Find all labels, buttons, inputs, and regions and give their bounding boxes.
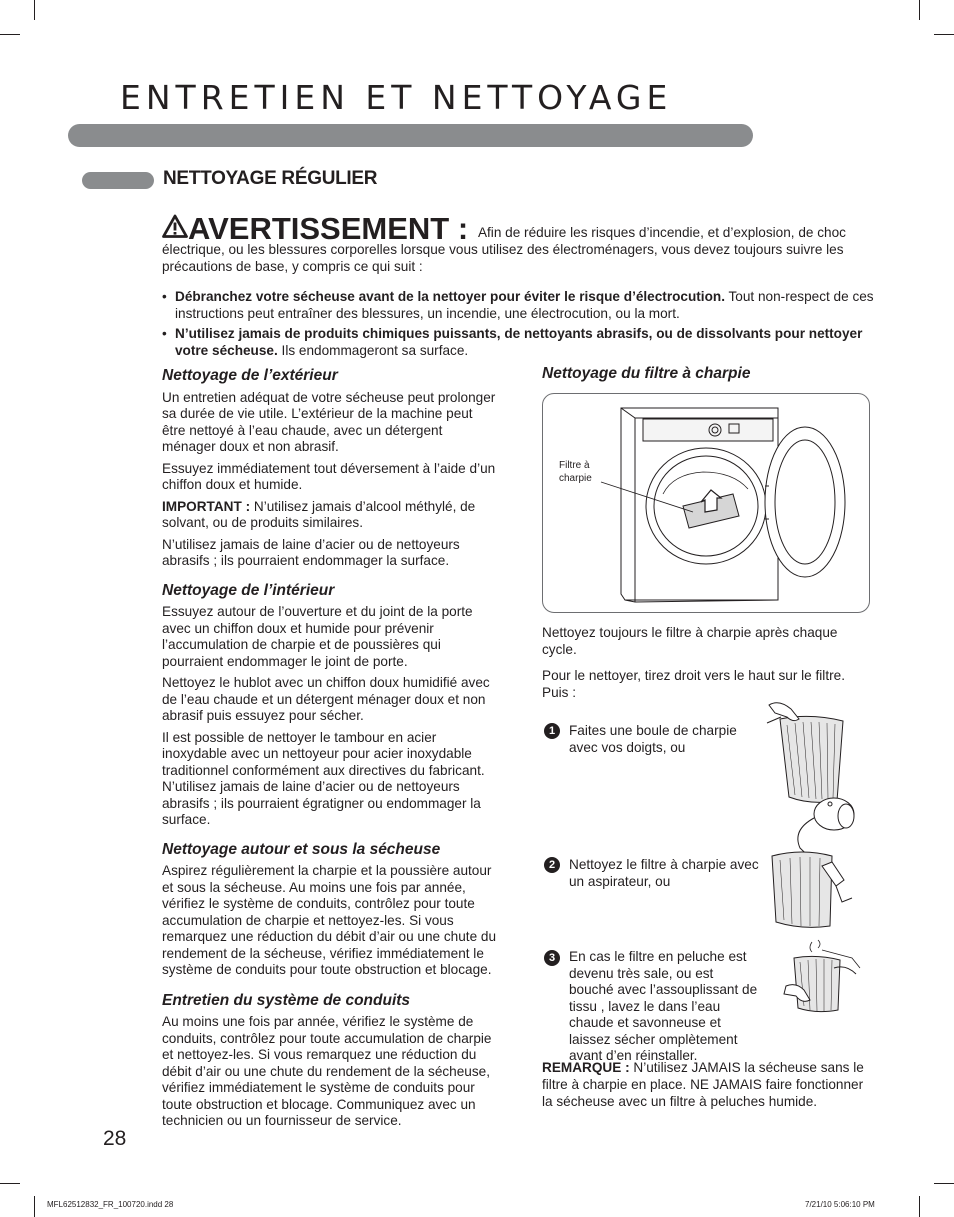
filter-washing-illustration — [782, 938, 862, 1020]
crop-mark — [0, 34, 20, 35]
dryer-illustration — [543, 394, 869, 612]
filter-paragraph: Pour le nettoyer, tirez droit vers le haut sur le filtre. Puis : — [542, 668, 845, 700]
list-item: • Débranchez votre sécheuse avant de la nettoyer pour éviter le risque d’électrocution. Tout non-respect de ces instructions peut entraîner des blessures, un incendie, une électrocution, ou la mort. — [162, 289, 874, 321]
page-number: 28 — [103, 1127, 127, 1150]
step-text: En cas le filtre en peluche est devenu très sale, ou est bouché avec l’assouplissant de tissu , lavez le dans l’eau chaude et savonneuse et laissez sécher omplètement avant d’en réinstaller. — [569, 949, 758, 1063]
step-number: 1 — [544, 723, 560, 739]
footer-timestamp: 7/21/10 5:06:10 PM — [805, 1200, 875, 1209]
exterior-paragraph: Un entretien adéquat de votre sécheuse peut prolonger sa durée de vie utile. L’extérieur de la machine peut être nettoyé à l’eau chaude, avec un détergent ménager doux et non abrasif. — [162, 389, 496, 454]
page-title: ENTRETIEN ET NETTOYAGE — [120, 78, 673, 117]
warning-bullets — [162, 288, 874, 362]
note-label: REMARQUE : — [542, 1060, 630, 1075]
left-column — [162, 368, 497, 1143]
bullet-bold: Débranchez votre sécheuse avant de la nettoyer pour éviter le risque d’électrocution. — [175, 289, 725, 304]
bullet-bold: N’utilisez jamais de produits chimiques puissants, de nettoyants abrasifs, ou de dissolvants pour nettoyer votre sécheuse. — [175, 326, 863, 358]
footer-file: MFL62512832_FR_100720.indd 28 — [47, 1200, 174, 1209]
step-number: 3 — [544, 950, 560, 966]
step-text: Faites une boule de charpie avec vos doigts, ou — [569, 723, 737, 755]
dryer-illustration-box — [542, 393, 870, 613]
vacuum-illustration — [762, 790, 862, 930]
filter-heading: Nettoyage du filtre à charpie — [542, 365, 751, 382]
important-label: IMPORTANT : — [162, 498, 251, 514]
filter-paragraph: Nettoyez toujours le filtre à charpie après chaque cycle. — [542, 625, 838, 657]
crop-mark — [34, 0, 35, 20]
ducts-paragraph: Au moins une fois par année, vérifiez le système de conduits, contrôlez pour toute accumulation de charpie et nettoyez-les. Si vous remarquez une réduction du débit d’air ou une chute du rendement de la sécheuse, vérifiez immédiatement le système de conduits pour toute obstruction et blocage. Communiquez avec un technicien ou un fournisseur de service. — [162, 1014, 492, 1128]
around-heading: Nettoyage autour et sous la sécheuse — [162, 840, 441, 858]
crop-mark — [934, 1183, 954, 1184]
exterior-paragraph: Essuyez immédiatement tout déversement à l’aide d’un chiffon doux et humide. — [162, 460, 496, 492]
warning-triangle-icon — [162, 214, 188, 238]
important-text: N’utilisez jamais d’alcool méthylé, de solvant, ou de produits similaires. — [162, 498, 476, 530]
bullet-text: Tout non-respect de ces instructions peut entraîner des blessures, un incendie, une électrocution, ou la mort. — [175, 289, 874, 321]
exterior-heading: Nettoyage de l’extérieur — [162, 367, 338, 384]
ducts-heading: Entretien du système de conduits — [162, 991, 411, 1009]
bullet-text: Ils endommageront sa surface. — [277, 343, 469, 358]
crop-mark — [919, 0, 920, 20]
ducts-section — [162, 993, 497, 1130]
right-column — [542, 366, 872, 388]
crop-mark — [934, 34, 954, 35]
section-pill — [82, 172, 154, 189]
warning-title: AVERTISSEMENT : — [188, 211, 469, 246]
crop-mark — [34, 1196, 35, 1217]
interior-paragraph: Essuyez autour de l’ouverture et du joint de la porte avec un chiffon doux et humide pour prévenir l’accumulation de charpie et de poussières qui pourraient endommager le joint de porte. — [162, 604, 473, 669]
list-item: • N’utilisez jamais de produits chimiques puissants, de nettoyants abrasifs, ou de dissolvants pour nettoyer votre sécheuse. Ils endommageront sa surface. — [162, 326, 863, 358]
note-text: N’utilisez JAMAIS la sécheuse sans le filtre à charpie en place. NE JAMAIS faire fonctionner la sécheuse avec un filtre à peluches humide. — [542, 1060, 864, 1109]
warning-block — [162, 211, 874, 275]
step-number: 2 — [544, 857, 560, 873]
title-bar — [68, 124, 753, 147]
interior-paragraph: Il est possible de nettoyer le tambour en acier inoxydable avec un nettoyeur pour acier inoxydable traditionnel conformément aux directives du fabricant. N’utilisez jamais de laine d’acier ou de nettoyeurs abrasifs ; ils pourraient égratigner ou endommager la surface. — [162, 729, 485, 827]
filter-callout: Filtre à charpie — [559, 460, 592, 484]
crop-mark — [919, 1196, 920, 1217]
crop-mark — [0, 1183, 20, 1184]
interior-heading: Nettoyage de l’intérieur — [162, 581, 335, 599]
step-text: Nettoyez le filtre à charpie avec un aspirateur, ou — [569, 857, 759, 889]
interior-section — [162, 583, 497, 829]
section-heading: NETTOYAGE RÉGULIER — [163, 168, 378, 189]
interior-paragraph: Nettoyez le hublot avec un chiffon doux humidifié avec de l’eau chaude et un détergent ménager doux et non abrasif puis essuyez pour sécher. — [162, 675, 490, 723]
exterior-important — [162, 499, 497, 532]
around-paragraph: Aspirez régulièrement la charpie et la poussière autour et sous la sécheuse. Au moins une fois par année, vérifiez le système de conduits, contrôlez pour toute accumulation de charpie et nettoyez-les. Si vous remarquez une réduction du débit d’air ou une chute du rendement de la sécheuse, vérifiez immédiatement le système de conduits pour toute obstruction et blocage. — [162, 863, 497, 977]
filter-note — [542, 1059, 872, 1110]
exterior-section — [162, 368, 497, 570]
warning-text: Afin de réduire les risques d’incendie, et d’explosion, de choc électrique, ou les blessures corporelles lorsque vous utilisez des électroménagers, vous devez toujours suivre les précautions de base, y compris ce qui suit : — [162, 225, 846, 274]
around-section — [162, 842, 497, 979]
exterior-paragraph: N’utilisez jamais de laine d’acier ou de nettoyeurs abrasifs ; ils pourraient endommager la surface. — [162, 536, 460, 568]
